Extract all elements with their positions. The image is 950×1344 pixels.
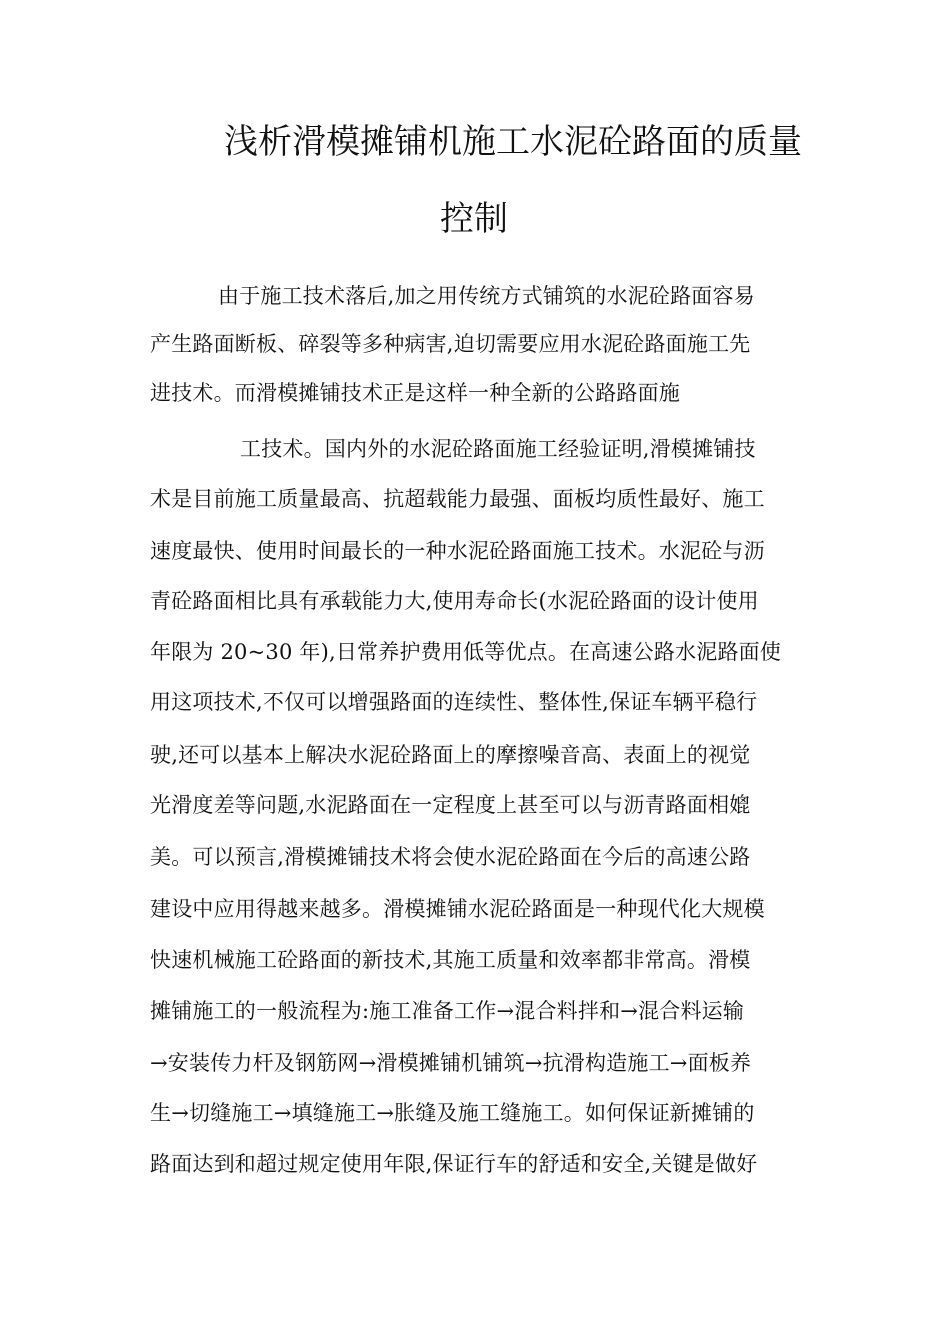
paragraph-line: 年限为 20~30 年),日常养护费用低等优点。在高速公路水泥路面使 [150,640,782,664]
paragraph-line: 由于施工技术落后,加之用传统方式铺筑的水泥砼路面容易 [218,284,755,308]
document-title-line-1: 浅析滑模摊铺机施工水泥砼路面的质量 [224,122,802,162]
paragraph-line: 术是目前施工质量最高、抗超载能力最强、面板均质性最好、施工 [150,487,765,511]
paragraph-line: 工技术。国内外的水泥砼路面施工经验证明,滑模摊铺技 [240,437,756,461]
document-title-line-2: 控制 [440,199,508,239]
paragraph-line: 建设中应用得越来越多。滑模摊铺水泥砼路面是一种现代化大规模 [150,897,765,921]
paragraph-line: 摊铺施工的一般流程为:施工准备工作→混合料拌和→混合料运输 [150,999,745,1023]
paragraph-line: 用这项技术,不仅可以增强路面的连续性、整体性,保证车辆平稳行 [150,690,758,714]
paragraph-line: 生→切缝施工→填缝施工→胀缝及施工缝施工。如何保证新摊铺的 [150,1101,755,1125]
paragraph-line: →安装传力杆及钢筋网→滑模摊铺机铺筑→抗滑构造施工→面板养 [150,1051,752,1075]
paragraph-line: 美。可以预言,滑模摊铺技术将会使水泥砼路面在今后的高速公路 [150,845,751,869]
paragraph-line: 产生路面断板、碎裂等多种病害,迫切需要应用水泥砼路面施工先 [150,332,751,356]
paragraph-line: 青砼路面相比具有承载能力大,使用寿命长(水泥砼路面的设计使用 [150,589,759,613]
paragraph-line: 速度最快、使用时间最长的一种水泥砼路面施工技术。水泥砼与沥 [150,539,765,563]
paragraph-line: 路面达到和超过规定使用年限,保证行车的舒适和安全,关键是做好 [150,1152,758,1176]
paragraph-line: 光滑度差等问题,水泥路面在一定程度上甚至可以与沥青路面相媲 [150,793,751,817]
paragraph-line: 进技术。而滑模摊铺技术正是这样一种全新的公路路面施 [150,381,680,405]
paragraph-line: 快速机械施工砼路面的新技术,其施工质量和效率都非常高。滑模 [150,948,751,972]
paragraph-line: 驶,还可以基本上解决水泥砼路面上的摩擦噪音高、表面上的视觉 [150,743,751,767]
